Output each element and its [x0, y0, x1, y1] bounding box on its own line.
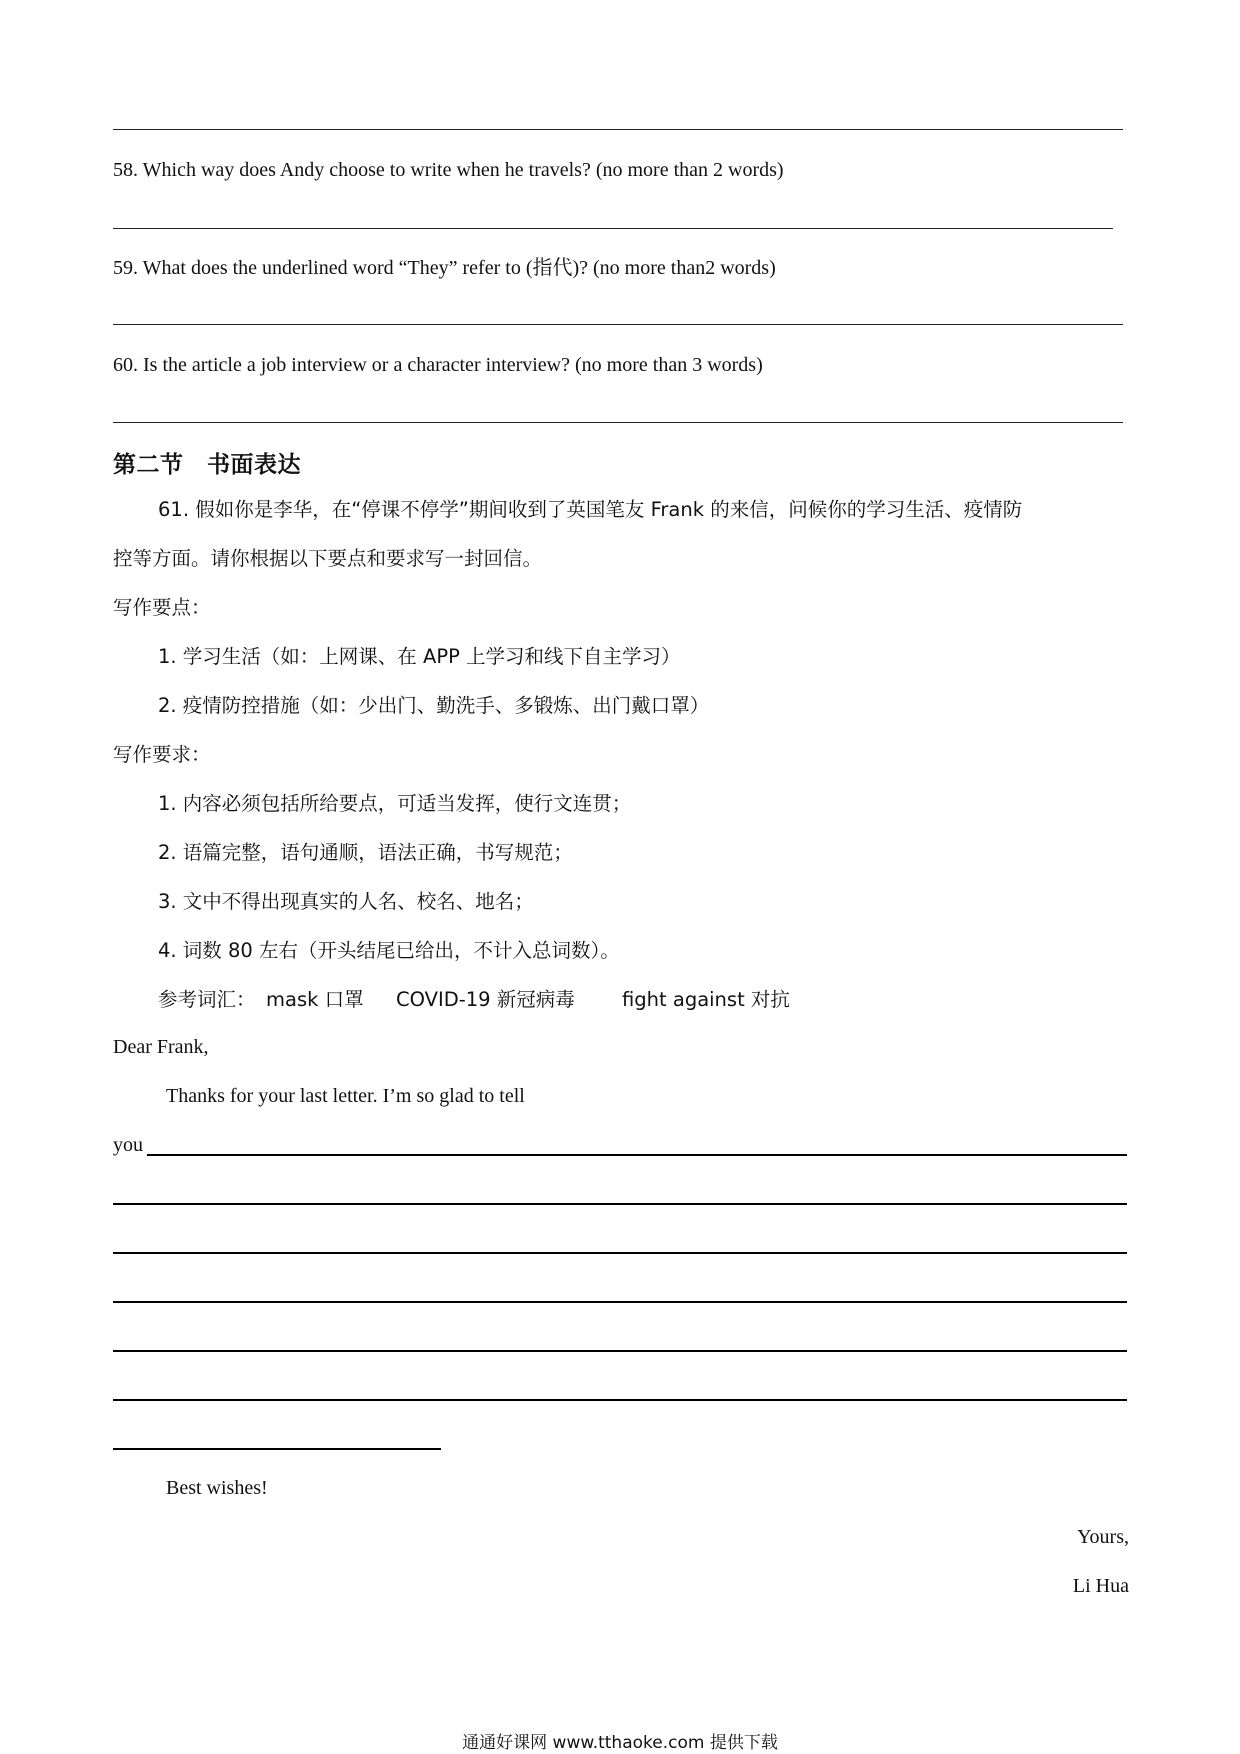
- writing-line[interactable]: [113, 1350, 1127, 1352]
- vocab-item: mask 口罩: [266, 988, 364, 1011]
- writing-line[interactable]: [147, 1154, 1127, 1156]
- requirements-heading: 写作要求：: [113, 743, 211, 766]
- answer-line[interactable]: [113, 422, 1123, 423]
- requirement-item: 2. 语篇完整，语句通顺，语法正确，书写规范；: [158, 841, 573, 864]
- letter-signature: Li Hua: [1072, 1575, 1129, 1597]
- letter-you-word: you: [113, 1134, 143, 1156]
- writing-line[interactable]: [113, 1448, 441, 1450]
- point-item: 1. 学习生活（如：上网课、在 APP 上学习和线下自主学习）: [158, 645, 681, 668]
- answer-line[interactable]: [113, 129, 1123, 130]
- points-heading: 写作要点：: [113, 596, 211, 619]
- question-60: 60. Is the article a job interview or a character interview? (no more than 3 words): [113, 354, 763, 376]
- vocab-item: fight against 对抗: [622, 988, 790, 1011]
- vocab-label: 参考词汇：: [158, 988, 256, 1011]
- letter-closing: Best wishes!: [166, 1477, 268, 1499]
- writing-line[interactable]: [113, 1301, 1127, 1303]
- writing-prompt-line-2: 控等方面。请你根据以下要点和要求写一封回信。: [113, 547, 543, 570]
- writing-prompt-line-1: 61. 假如你是李华，在“停课不停学”期间收到了英国笔友 Frank 的来信，问候你的学习生活、疫情防: [158, 498, 1023, 521]
- requirement-item: 3. 文中不得出现真实的人名、校名、地名；: [158, 890, 534, 913]
- question-58: 58. Which way does Andy choose to write when he travels? (no more than 2 words): [113, 159, 784, 181]
- answer-line[interactable]: [113, 324, 1123, 325]
- writing-line[interactable]: [113, 1399, 1127, 1401]
- section-title: 第二节 书面表达: [113, 452, 301, 478]
- letter-signoff: Yours,: [1077, 1526, 1129, 1548]
- answer-line[interactable]: [113, 228, 1113, 229]
- writing-line[interactable]: [113, 1252, 1127, 1254]
- vocab-item: COVID-19 新冠病毒: [396, 988, 575, 1011]
- page-footer: 通通好课网 www.tthaoke.com 提供下载: [462, 1733, 778, 1753]
- requirement-item: 1. 内容必须包括所给要点，可适当发挥，使行文连贯；: [158, 792, 632, 815]
- letter-opening: Thanks for your last letter. I’m so glad to tell: [166, 1085, 525, 1107]
- letter-salutation: Dear Frank,: [113, 1036, 209, 1058]
- writing-line[interactable]: [113, 1203, 1127, 1205]
- question-59: 59. What does the underlined word “They” refer to (指代)? (no more than2 words): [113, 257, 776, 279]
- requirement-item: 4. 词数 80 左右（开头结尾已给出，不计入总词数）。: [158, 939, 620, 962]
- point-item: 2. 疫情防控措施（如：少出门、勤洗手、多锻炼、出门戴口罩）: [158, 694, 710, 717]
